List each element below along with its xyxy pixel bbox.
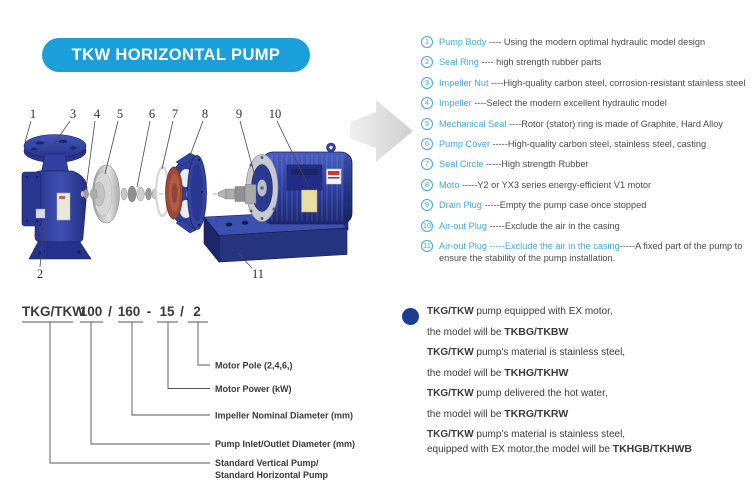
- motor: [246, 143, 352, 224]
- item-number-badge: 1: [421, 36, 433, 48]
- part-name: Impeller: [439, 98, 472, 109]
- pump-cover: [166, 153, 207, 233]
- part-number: 1: [29, 107, 37, 121]
- part-name: Moto: [439, 179, 460, 190]
- motor-nameplate: [302, 190, 318, 212]
- part-description: -----Empty the pump case once stopped: [481, 200, 647, 211]
- parts-list-item: [421, 199, 756, 211]
- part-name: Drain Plug: [439, 200, 482, 211]
- parts-list-item: [421, 56, 756, 68]
- part-description: ----Select the modern excellent hydraulic model: [471, 98, 667, 109]
- part-description: ---- high strength rubber parts: [478, 57, 602, 68]
- model-segment: 100: [79, 304, 103, 319]
- model-label-impeller-diameter: Impeller Nominal Diameter (mm): [215, 410, 354, 421]
- part-description: ----Rotor (stator) ring is made of Graphite, Hard Alloy: [506, 118, 723, 129]
- part-name: Pump Body: [439, 37, 487, 47]
- part-name: Air-out Plug: [439, 220, 488, 231]
- model-label-pump-type-1: Standard Vertical Pump/: [215, 458, 319, 468]
- parts-list-item: [421, 240, 756, 264]
- item-number-badge: 11: [421, 240, 433, 252]
- parts-list-item: [421, 118, 756, 130]
- part-number: 4: [93, 107, 101, 121]
- part-number: 11: [251, 267, 265, 281]
- pump-exploded-diagram: [0, 90, 420, 290]
- variant-line: the model will be TKBG/TKBW: [427, 325, 569, 338]
- part-description-line2: ensure the stability of the pump installation.: [439, 252, 616, 263]
- bullet-icon: [402, 308, 419, 325]
- item-number-badge: 3: [421, 77, 433, 89]
- part-description: -----High strength Rubber: [483, 159, 589, 170]
- model-segment: TKG/TKW: [22, 304, 85, 319]
- model-label-motor-pole: Motor Pole (2,4,6,): [215, 360, 293, 371]
- model-segment: /: [180, 304, 184, 319]
- part-description: ---- Using the modern optimal hydraulic model design: [486, 37, 706, 47]
- part-description: -----A fixed part of the pump to: [619, 240, 743, 251]
- variant-line: the model will be TKHG/TKHW: [427, 366, 569, 379]
- part-description: -----Y2 or YX3 series energy-efficient V1 motor: [459, 179, 652, 190]
- item-number-badge: 2: [421, 56, 433, 68]
- pump-shaft: [218, 185, 256, 204]
- part-description-blue: -----Exclude the air in the casing: [487, 240, 620, 251]
- model-label-motor-power: Motor Power (kW): [215, 384, 292, 394]
- part-name: Pump Cover: [439, 138, 491, 149]
- variant-line: the model will be TKRG/TKRW: [427, 407, 569, 420]
- model-segment: -: [146, 304, 152, 319]
- variant-line: TKG/TKW pump's material is stainless steel,: [427, 347, 626, 358]
- item-number-badge: 5: [421, 118, 433, 130]
- variants-block: [402, 306, 754, 465]
- parts-list-item: [421, 220, 756, 232]
- part-name: Seal Ring: [439, 57, 479, 68]
- variant-line: TKG/TKW pump equipped with EX motor,: [427, 306, 613, 317]
- variant-line: TKG/TKW pump's material is stainless steel,: [427, 429, 626, 440]
- drain-plug: [36, 209, 45, 218]
- model-segment: /: [108, 304, 112, 319]
- part-number: 8: [201, 107, 209, 121]
- item-number-badge: 10: [422, 220, 432, 230]
- model-label-inlet-outlet: Pump Inlet/Outlet Diameter (mm): [215, 439, 356, 449]
- item-number-badge: 6: [421, 138, 433, 150]
- parts-list: [421, 36, 756, 272]
- part-number: 7: [171, 107, 179, 121]
- part-number: 5: [116, 107, 124, 121]
- part-description: -----Exclude the air in the casing: [487, 220, 620, 231]
- mechanical-seal: [121, 186, 157, 202]
- part-name: Mechanical Seal: [439, 118, 507, 129]
- part-name: Impeller Nut: [439, 77, 489, 88]
- part-name: Air-out Plug: [439, 240, 488, 251]
- part-name: Seal Circle: [439, 159, 484, 170]
- model-connector-lines: [22, 322, 210, 463]
- page-title: TKW HORIZONTAL PUMP: [71, 45, 281, 64]
- model-segment: 2: [193, 304, 201, 319]
- part-number: 6: [148, 107, 156, 121]
- part-number: 9: [235, 107, 243, 121]
- parts-list-item: [421, 158, 756, 170]
- parts-list-item: [421, 179, 756, 191]
- item-number-badge: 9: [421, 199, 433, 211]
- item-number-badge: 8: [421, 179, 433, 191]
- item-number-badge: 4: [421, 97, 433, 109]
- right-arrow-icon: [350, 100, 413, 162]
- part-description: ----High-quality carbon steel, corrosion-resistant stainless steel: [488, 77, 746, 88]
- pump-body: [22, 135, 91, 260]
- model-segment: 15: [159, 304, 175, 319]
- parts-list-item: [421, 97, 756, 109]
- model-code-breakdown: [0, 295, 420, 495]
- part-number: 2: [36, 267, 44, 281]
- parts-list-item: [421, 138, 756, 150]
- variant-line: equipped with EX motor,the model will be TKHGB/TKHWB: [427, 443, 692, 455]
- model-segment: 160: [117, 304, 141, 319]
- part-number: 3: [69, 107, 77, 121]
- part-number: 10: [268, 107, 282, 121]
- parts-list-item: [421, 77, 756, 89]
- item-number-badge: 7: [421, 158, 433, 170]
- pump-feet: [29, 242, 91, 259]
- parts-list-item: [421, 36, 756, 48]
- part-description: -----High-quality carbon steel, stainless steel, casting: [490, 138, 707, 149]
- variant-line: TKG/TKW pump delivered the hot water,: [427, 388, 608, 399]
- title-banner: [42, 38, 310, 72]
- model-label-pump-type-2: Standard Horizontal Pump: [215, 470, 329, 480]
